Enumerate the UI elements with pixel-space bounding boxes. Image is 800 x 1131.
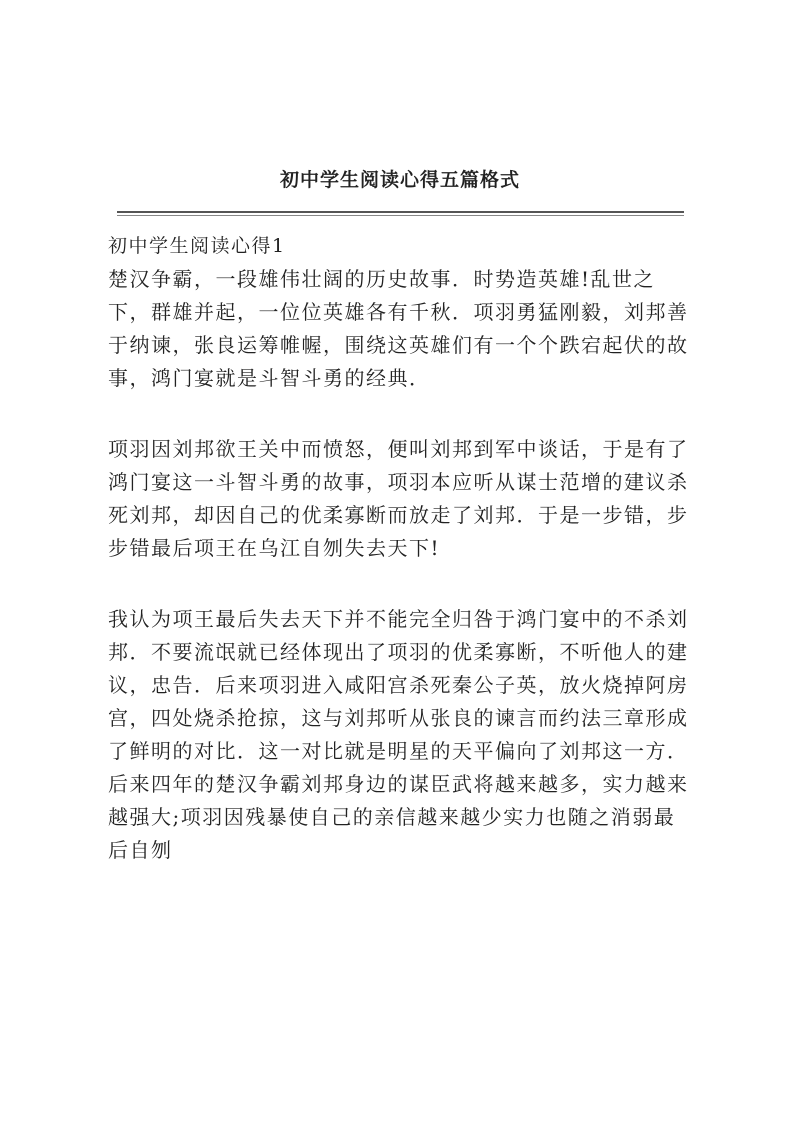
document-title: 初中学生阅读心得五篇格式 [279, 169, 520, 191]
paragraph-1: 楚汉争霸，一段雄伟壮阔的历史故事．时势造英雄!乱世之下，群雄并起，一位位英雄各有千秋．项羽勇猛刚毅，刘邦善于纳谏，张良运筹帷幄，围绕这英雄们有一个个跌宕起伏的故事，鸿门宴就是斗智斗勇的经典． [108, 267, 689, 390]
title-divider-thick [117, 211, 684, 213]
section-heading: 初中学生阅读心得1 [108, 235, 286, 257]
document-body [108, 230, 694, 867]
paragraph-2: 项羽因刘邦欲王关中而愤怒，便叫刘邦到军中谈话，于是有了鸿门宴这一斗智斗勇的故事，项羽本应听从谋士范增的建议杀死刘邦，却因自己的优柔寡断而放走了刘邦．于是一步错，步步错最后项王在乌江自刎失去天下! [108, 437, 689, 560]
title-divider-thin [117, 215, 684, 216]
paragraph-3: 我认为项王最后失去天下并不能完全归咎于鸿门宴中的不杀刘邦．不要流氓就已经体现出了项羽的优柔寡断，不听他人的建议，忠告．后来项羽进入咸阳宫杀死秦公子英，放火烧掉阿房宫，四处烧杀抢掠，这与刘邦听从张良的谏言而约法三章形成了鲜明的对比．这一对比就是明星的天平偏向了刘邦这一方．后来四年的楚汉争霸刘邦身边的谋臣武将越来越多，实力越来越强大;项羽因残暴使自己的亲信越来越少实力也随之消弱最后自刎 [108, 607, 689, 862]
